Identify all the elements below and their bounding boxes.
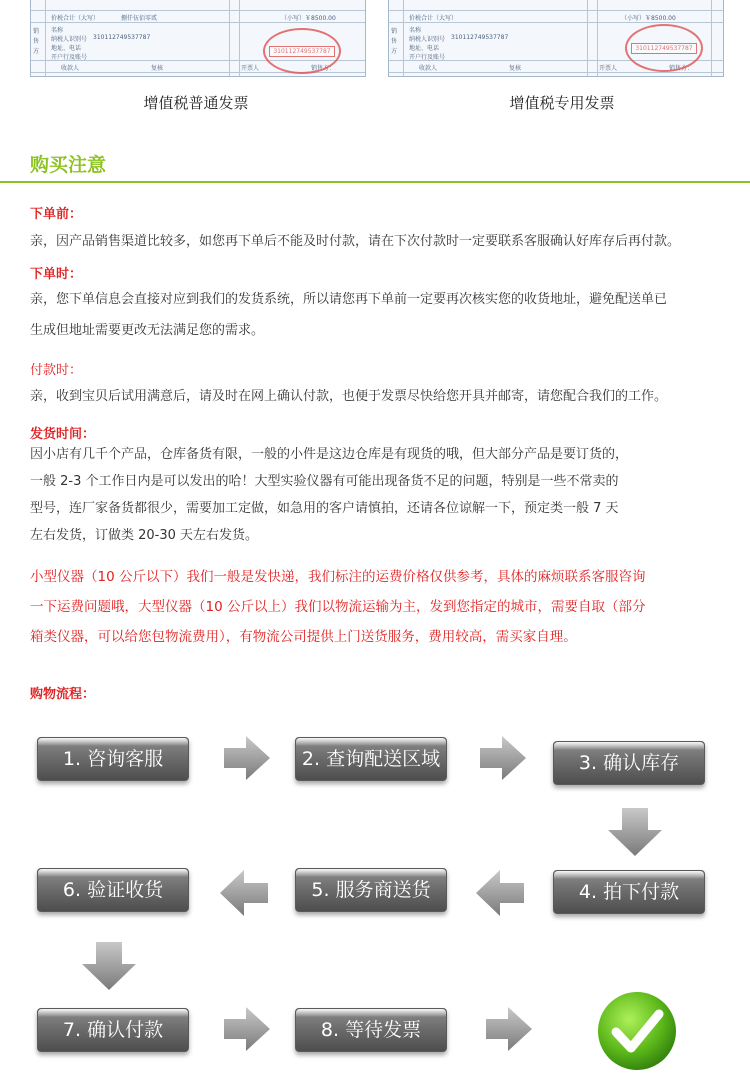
invoice-label: 销售方： xyxy=(669,65,694,72)
step-confirm-payment xyxy=(37,1008,189,1052)
arrow-down-icon xyxy=(80,940,138,992)
step-consult-service xyxy=(37,737,189,781)
invoice-label: 售 xyxy=(391,38,398,45)
step-label: 3. 确认库存 xyxy=(578,752,680,774)
section-divider xyxy=(0,181,750,183)
invoice-label: 纳税人识别号 xyxy=(409,36,446,43)
payment-heading: 付款时： xyxy=(30,363,83,378)
invoice-value: 310112749537787 xyxy=(451,34,509,41)
step-label: 1. 咨询客服 xyxy=(62,748,164,770)
process-heading: 购物流程： xyxy=(30,687,96,702)
invoice-label: 复核 xyxy=(151,65,164,72)
freight-text-line: 小型仪器（10 公斤以下）我们一般是发快递，我们标注的运费价格仅供参考，具体的麻烦联系客服咨询 xyxy=(30,569,646,585)
invoice-stamp xyxy=(263,28,341,74)
invoice-label: 价税合计（大写） xyxy=(51,15,100,22)
shipping-heading: 发货时间： xyxy=(30,427,96,442)
invoice-caption-plain: 增值税普通发票 xyxy=(143,94,249,112)
step-verify-receipt xyxy=(37,868,189,912)
step-label: 7. 确认付款 xyxy=(62,1019,164,1041)
shipping-text-line: 左右发货，订做类 20-30 天左右发货。 xyxy=(30,528,259,543)
during-order-text-line: 亲，您下单信息会直接对应到我们的发货系统，所以请您再下单前一定要再次核实您的收货地址，避免配送单已 xyxy=(30,292,668,307)
shipping-text-line: 一般 2-3 个工作日内是可以发出的哈！大型实验仪器有可能出现备货不足的问题，特别是一些不常卖的 xyxy=(30,474,619,489)
invoice-label: 方 xyxy=(33,48,40,55)
step-label: 8. 等待发票 xyxy=(320,1019,422,1041)
before-order-text: 亲，因产品销售渠道比较多，如您再下单后不能及时付款，请在下次付款时一定要联系客服确认好库存后再付款。 xyxy=(30,234,681,249)
invoice-value: （小写）￥8500.00 xyxy=(281,15,336,22)
invoice-label: 销 xyxy=(391,28,398,35)
invoice-image-plain xyxy=(30,0,366,77)
checkmark-icon xyxy=(596,990,678,1072)
arrow-right-icon xyxy=(222,733,272,783)
shipping-text-line: 型号，连厂家备货都很少，需要加工定做，如急用的客户请慎拍，还请各位谅解一下，预定类一般 7 天 xyxy=(30,501,619,516)
arrow-down-icon xyxy=(606,806,664,858)
step-confirm-stock xyxy=(553,741,705,785)
arrow-right-icon xyxy=(478,733,528,783)
step-label: 5. 服务商送货 xyxy=(311,879,431,901)
freight-text-line: 箱类仪器，可以给您包物流费用），有物流公司提供上门送货服务，费用较高，需买家自理。 xyxy=(30,629,577,645)
invoice-label: 开票人 xyxy=(241,65,260,72)
during-order-text-line: 生成但地址需要更改无法满足您的需求。 xyxy=(30,323,265,338)
during-order-heading: 下单时： xyxy=(30,267,83,282)
invoice-stamp-code: 310112749537787 xyxy=(631,43,696,54)
step-place-order-pay xyxy=(553,870,705,914)
invoice-label: 价税合计（大写） xyxy=(409,15,458,22)
invoice-label: 开票人 xyxy=(599,65,618,72)
invoice-label: 收款人 xyxy=(61,65,80,72)
step-courier-delivery xyxy=(295,868,447,912)
before-order-heading: 下单前： xyxy=(30,207,83,222)
invoice-label: 方 xyxy=(391,48,398,55)
invoice-label: 纳税人识别号 xyxy=(51,36,88,43)
invoice-label: 开户行及账号 xyxy=(409,54,446,61)
freight-text-line: 一下运费问题哦，大型仪器（10 公斤以上）我们以物流运输为主，发到您指定的城市，需要自取（部分 xyxy=(30,599,646,615)
invoice-label: 名称 xyxy=(409,27,422,34)
invoice-value: （小写）￥8500.00 xyxy=(621,15,676,22)
invoice-value: 捌仟伍佰零贰 xyxy=(121,15,158,22)
invoice-label: 收款人 xyxy=(419,65,438,72)
arrow-left-icon xyxy=(218,867,270,919)
arrow-right-icon xyxy=(222,1004,272,1054)
step-label: 6. 验证收货 xyxy=(62,879,164,901)
invoice-label: 销 xyxy=(33,28,40,35)
step-await-invoice xyxy=(295,1008,447,1052)
invoice-label: 名称 xyxy=(51,27,64,34)
invoice-image-special xyxy=(388,0,724,77)
invoice-label: 地址、电话 xyxy=(51,45,82,52)
invoice-stamp-code: 310112749537787 xyxy=(269,46,334,57)
invoice-label: 售 xyxy=(33,38,40,45)
shipping-text-line: 因小店有几千个产品，仓库备货有限，一般的小件是这边仓库是有现货的哦，但大部分产品是要订货的， xyxy=(30,447,629,462)
invoice-stamp xyxy=(625,24,703,72)
invoice-caption-special: 增值税专用发票 xyxy=(509,94,615,112)
step-label: 2. 查询配送区域 xyxy=(301,748,441,770)
step-check-delivery-area xyxy=(295,737,447,781)
arrow-left-icon xyxy=(474,867,526,919)
invoice-label: 复核 xyxy=(509,65,522,72)
invoice-label: 开户行及账号 xyxy=(51,54,88,61)
invoice-label: 销售方： xyxy=(311,65,336,72)
step-label: 4. 拍下付款 xyxy=(578,881,680,903)
arrow-right-icon xyxy=(484,1004,534,1054)
payment-text: 亲，收到宝贝后试用满意后，请及时在网上确认付款，也便于发票尽快给您开具并邮寄，请您配合我们的工作。 xyxy=(30,389,668,404)
invoice-value: 310112749537787 xyxy=(93,34,151,41)
section-title: 购买注意 xyxy=(30,154,107,176)
invoice-label: 地址、电话 xyxy=(409,45,440,52)
